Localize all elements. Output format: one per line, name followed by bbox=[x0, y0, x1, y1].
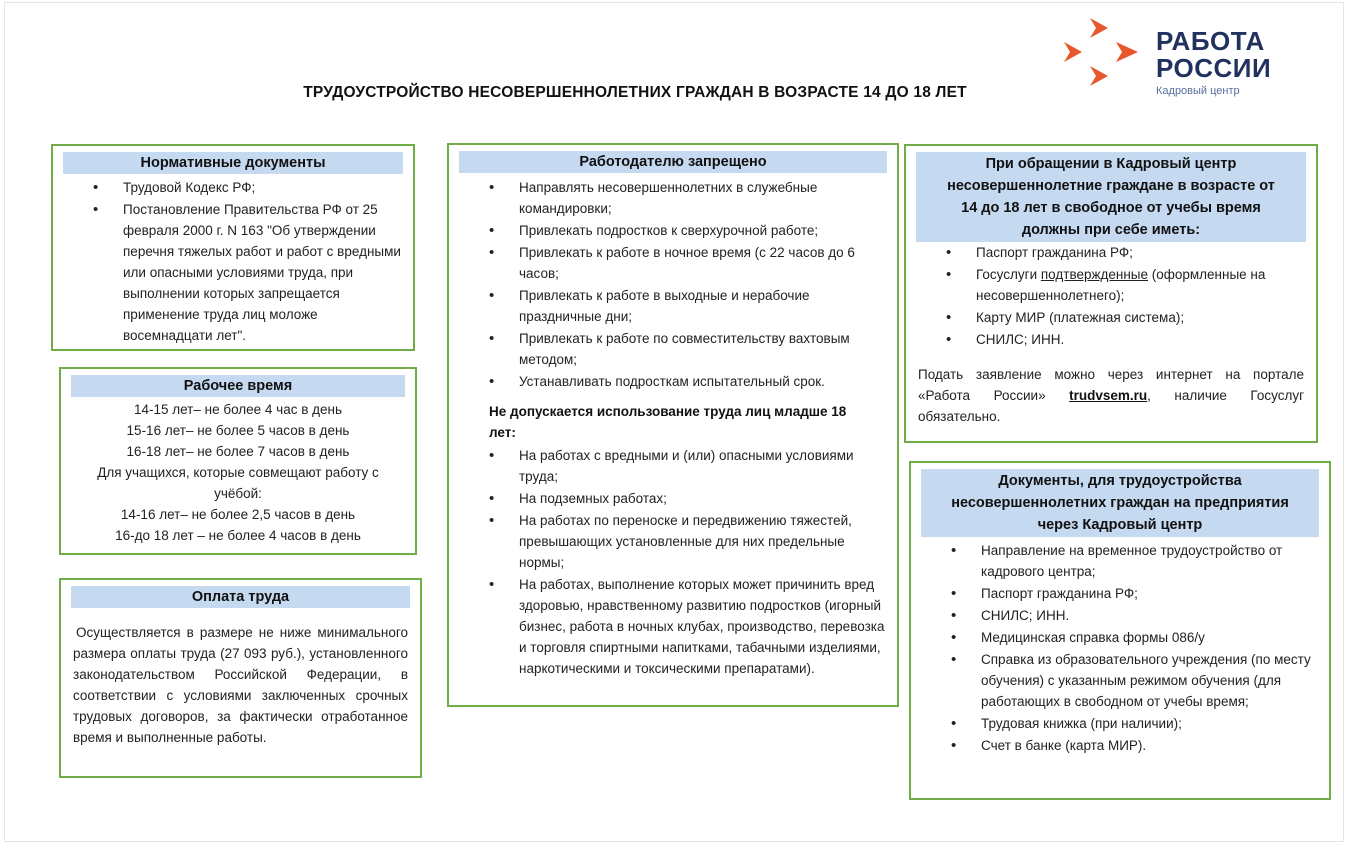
list-item: • Привлекать к работе в выходные и нерабочие праздничные дни; bbox=[519, 285, 885, 327]
center-header: При обращении в Кадровый центр несовершеннолетние граждане в возрасте от 14 до 18 лет в свободное от учебы время должны при себе иметь: bbox=[916, 152, 1306, 242]
work-time-line: 16-до 18 лет – не более 4 часов в день bbox=[115, 528, 361, 543]
normative-box bbox=[51, 144, 415, 351]
normative-list bbox=[123, 177, 403, 346]
payment-header: Оплата труда bbox=[71, 586, 410, 608]
work-time-box bbox=[59, 367, 417, 555]
center-item-2-post: (оформленные на несовершеннолетнего); bbox=[976, 267, 1266, 303]
list-item: • Постановление Правительства РФ от 25 февраля 2000 г. N 163 "Об утверждении перечня тяжелых работ и работ с вредными или опасными условиями труда, при выполнении которых запрещается применение труда лиц моложе восемнадцати лет". bbox=[123, 199, 403, 346]
list-item: • Привлекать к работе по совместительству вахтовым методом; bbox=[519, 328, 885, 370]
documents-header: Документы, для трудоустройства несовершеннолетних граждан на предприятия через Кадровый центр bbox=[921, 469, 1319, 537]
payment-box bbox=[59, 578, 422, 778]
center-item-2-underlined: подтвержденные bbox=[1040, 267, 1149, 282]
work-time-header: Рабочее время bbox=[71, 375, 405, 397]
list-item: • Привлекать подростков к сверхурочной работе; bbox=[519, 220, 885, 241]
center-list bbox=[976, 242, 1304, 350]
center-apply-post: , наличие Госуслуг обязательно. bbox=[918, 388, 1304, 424]
work-time-line: 15-16 лет– не более 5 часов в день bbox=[126, 423, 350, 438]
work-time-line: 16-18 лет– не более 7 часов в день bbox=[126, 444, 350, 459]
list-item: • Направление на временное трудоустройство от кадрового центра; bbox=[981, 540, 1315, 582]
center-item-4: СНИЛС; ИНН. bbox=[976, 332, 1065, 347]
list-item: • Устанавливать подросткам испытательный срок. bbox=[519, 371, 885, 392]
normative-header: Нормативные документы bbox=[63, 152, 403, 174]
center-apply-text bbox=[918, 364, 1304, 427]
forbidden-note: Не допускается использование труда лиц младше 18 лет: bbox=[489, 404, 847, 440]
list-item: • Счет в банке (карта МИР). bbox=[981, 735, 1315, 756]
list-item: • Трудовая книжка (при наличии); bbox=[981, 713, 1315, 734]
work-time-line: 14-16 лет– не более 2,5 часов в день bbox=[120, 507, 356, 522]
documents-box bbox=[909, 461, 1331, 800]
center-item-3: Карту МИР (платежная система); bbox=[976, 310, 1185, 325]
payment-text: Осуществляется в размере не ниже минимального размера оплаты труда (27 093 руб.), установленного законодательством Российской Федерации, в соответствии с условиями заключенных срочных трудовых договоров, за фактически отработанное время и выполненные работы. bbox=[73, 625, 408, 745]
list-item bbox=[976, 264, 1304, 306]
logo-subtitle: Кадровый центр bbox=[1156, 85, 1240, 97]
forbidden-list bbox=[519, 177, 885, 392]
forbidden-list-2 bbox=[519, 445, 885, 679]
list-item bbox=[976, 307, 1304, 328]
center-box bbox=[904, 144, 1318, 443]
work-time-lines bbox=[83, 399, 393, 546]
list-item: • На работах, выполнение которых может причинить вред здоровью, нравственному развитию подростков (игорный бизнес, работа в ночных клубах, производство, перевозка и торговля спиртными напитками, табачными изделиями, наркотическими и токсическими препаратами). bbox=[519, 574, 885, 679]
list-item: • Трудовой Кодекс РФ; bbox=[123, 177, 403, 198]
work-time-line: 14-15 лет– не более 4 час в день bbox=[133, 402, 343, 417]
page-title: ТРУДОУСТРОЙСТВО НЕСОВЕРШЕННОЛЕТНИХ ГРАЖДАН В ВОЗРАСТЕ 14 ДО 18 ЛЕТ bbox=[303, 84, 967, 101]
list-item: • На работах по переноске и передвижению тяжестей, превышающих установленные для них предельные нормы; bbox=[519, 510, 885, 573]
list-item: • Паспорт гражданина РФ; bbox=[981, 583, 1315, 604]
logo bbox=[1060, 12, 1290, 102]
list-item: • Привлекать к работе в ночное время (с 22 часов до 6 часов; bbox=[519, 242, 885, 284]
work-time-line: Для учащихся, которые совмещают работу с учёбой: bbox=[97, 465, 379, 501]
list-item: • Справка из образовательного учреждения (по месту обучения) с указанным режимом обучения (для работающих в свободном от учебы время; bbox=[981, 649, 1315, 712]
list-item: • На работах с вредными и (или) опасными условиями труда; bbox=[519, 445, 885, 487]
forbidden-box bbox=[447, 143, 899, 707]
center-apply-pre: Подать заявление можно через интернет на портале «Работа России» bbox=[918, 367, 1304, 403]
documents-list bbox=[981, 540, 1315, 756]
forbidden-header: Работодателю запрещено bbox=[459, 151, 887, 173]
list-item bbox=[976, 329, 1304, 350]
logo-text-line2: РОССИИ bbox=[1156, 53, 1272, 83]
trudvsem-link[interactable]: trudvsem.ru bbox=[1069, 388, 1148, 403]
logo-text-line1: РАБОТА bbox=[1156, 26, 1265, 56]
list-item: • СНИЛС; ИНН. bbox=[981, 605, 1315, 626]
list-item bbox=[976, 242, 1304, 263]
list-item: • На подземных работах; bbox=[519, 488, 885, 509]
center-item-1: Паспорт гражданина РФ; bbox=[976, 245, 1133, 260]
center-item-2-pre: Госуслуги bbox=[976, 267, 1041, 282]
list-item: • Направлять несовершеннолетних в служебные командировки; bbox=[519, 177, 885, 219]
list-item: • Медицинская справка формы 086/у bbox=[981, 627, 1315, 648]
logo-arrows-icon bbox=[1060, 12, 1150, 102]
